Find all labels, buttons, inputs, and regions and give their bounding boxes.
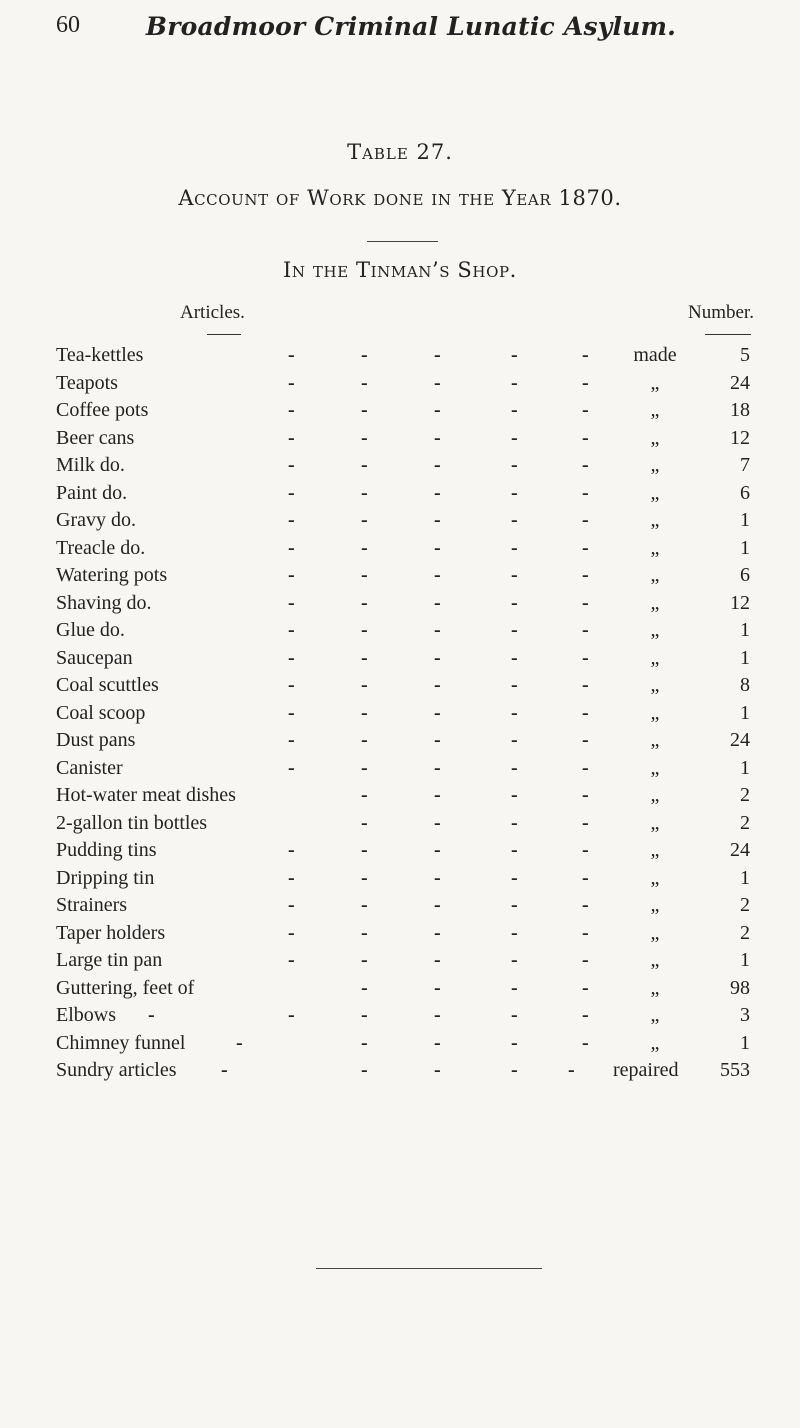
leader-dash: -: [511, 811, 518, 834]
leader-dash: -: [148, 1004, 155, 1026]
leader-dash: -: [434, 619, 441, 641]
table-row: [56, 755, 800, 783]
leader-dash: -: [511, 756, 518, 779]
leader-dash: -: [434, 949, 441, 971]
quantity-qualifier: „: [650, 371, 660, 394]
table-row: [56, 590, 800, 618]
leader-dash: -: [511, 784, 518, 806]
quantity-qualifier: „: [650, 536, 660, 559]
leader-dash: -: [236, 1031, 243, 1054]
table-row: [56, 645, 800, 673]
quantity-qualifier: „: [650, 1031, 660, 1054]
leader-dash: -: [361, 839, 368, 861]
leader-dash: -: [434, 426, 441, 449]
article-name: Strainers: [56, 894, 128, 916]
table-row: [56, 342, 800, 370]
quantity-qualifier: „: [650, 399, 660, 421]
leader-dash: -: [288, 564, 295, 586]
leader-dash: -: [361, 646, 368, 669]
article-count: 1: [740, 756, 750, 779]
leader-dash: -: [582, 509, 589, 531]
article-count: 553: [720, 1059, 750, 1081]
quantity-qualifier: „: [650, 949, 660, 971]
leader-dash: -: [361, 866, 368, 889]
article-count: 1: [740, 949, 750, 971]
leader-dash: -: [511, 619, 518, 641]
leader-dash: -: [511, 509, 518, 531]
leader-dash: -: [511, 1004, 518, 1026]
leader-dash: -: [288, 426, 295, 449]
article-count: 18: [730, 399, 750, 421]
leader-dash: -: [434, 976, 441, 999]
article-name: Tea-kettles: [56, 344, 144, 366]
article-name: Teapots: [56, 371, 118, 394]
article-count: 2: [740, 811, 750, 834]
table-row: [56, 837, 800, 865]
article-count: 12: [730, 426, 750, 449]
article-count: 2: [740, 921, 750, 944]
article-count: 2: [740, 894, 750, 916]
leader-dash: -: [511, 454, 518, 476]
leader-dash: -: [582, 674, 589, 696]
table-row: [56, 507, 800, 535]
leader-dash: -: [434, 866, 441, 889]
table-row: [56, 425, 800, 453]
page-header: [56, 12, 766, 46]
leader-dash: -: [434, 481, 441, 504]
table-row: [56, 535, 800, 563]
leader-dash: -: [434, 921, 441, 944]
leader-dash: -: [511, 729, 518, 751]
article-name: Canister: [56, 756, 123, 779]
leader-dash: -: [361, 399, 368, 421]
leader-dash: -: [511, 536, 518, 559]
article-name: Shaving do.: [56, 591, 152, 614]
leader-dash: -: [288, 756, 295, 779]
article-count: 1: [740, 1031, 750, 1054]
leader-dash: -: [511, 866, 518, 889]
leader-dash: -: [288, 619, 295, 641]
leader-dash: -: [361, 591, 368, 614]
leader-dash: -: [434, 536, 441, 559]
leader-dash: -: [582, 1004, 589, 1026]
quantity-qualifier: „: [650, 921, 660, 944]
leader-dash: -: [582, 536, 589, 559]
leader-dash: -: [582, 701, 589, 724]
leader-dash: -: [288, 674, 295, 696]
leader-dash: -: [511, 564, 518, 586]
leader-dash: -: [582, 619, 589, 641]
quantity-qualifier: repaired: [613, 1059, 679, 1081]
leader-dash: -: [582, 866, 589, 889]
leader-dash: -: [434, 454, 441, 476]
table-row: [56, 1002, 800, 1030]
leader-dash: -: [582, 399, 589, 421]
article-name: Gravy do.: [56, 509, 136, 531]
article-count: 12: [730, 591, 750, 614]
leader-dash: -: [288, 454, 295, 476]
leader-dash: -: [434, 371, 441, 394]
leader-dash: -: [434, 344, 441, 366]
leader-dash: -: [434, 1059, 441, 1081]
number-column-header: Number.: [688, 302, 754, 323]
table-title: Table 27.: [347, 140, 453, 164]
table-row: [56, 727, 800, 755]
leader-dash: -: [361, 976, 368, 999]
leader-dash: -: [582, 1031, 589, 1054]
articles-header-rule: [207, 334, 241, 335]
table-row: [56, 1030, 800, 1058]
leader-dash: -: [434, 1031, 441, 1054]
article-name: Dripping tin: [56, 866, 155, 889]
leader-dash: -: [434, 811, 441, 834]
leader-dash: -: [434, 591, 441, 614]
leader-dash: -: [288, 949, 295, 971]
article-name: Guttering, feet of: [56, 976, 195, 999]
quantity-qualifier: „: [650, 1004, 660, 1026]
leader-dash: -: [361, 619, 368, 641]
leader-dash: -: [568, 1059, 575, 1081]
table-row: [56, 617, 800, 645]
leader-dash: -: [361, 344, 368, 366]
quantity-qualifier: „: [650, 454, 660, 476]
leader-dash: -: [361, 564, 368, 586]
quantity-qualifier: „: [650, 976, 660, 999]
leader-dash: -: [434, 646, 441, 669]
quantity-qualifier: „: [650, 729, 660, 751]
leader-dash: -: [582, 454, 589, 476]
leader-dash: -: [221, 1059, 228, 1081]
quantity-qualifier: „: [650, 811, 660, 834]
leader-dash: -: [361, 784, 368, 806]
leader-dash: -: [361, 894, 368, 916]
table-row: [56, 810, 800, 838]
leader-dash: -: [582, 756, 589, 779]
quantity-qualifier: made: [633, 344, 677, 366]
page-number: 60: [56, 12, 80, 38]
leader-dash: -: [361, 426, 368, 449]
quantity-qualifier: „: [650, 894, 660, 916]
article-count: 8: [740, 674, 750, 696]
article-name: 2-gallon tin bottles: [56, 811, 208, 834]
leader-dash: -: [361, 811, 368, 834]
article-name: Taper holders: [56, 921, 166, 944]
leader-dash: -: [582, 481, 589, 504]
quantity-qualifier: „: [650, 619, 660, 641]
article-count: 7: [740, 454, 750, 476]
leader-dash: -: [511, 839, 518, 861]
article-count: 24: [730, 839, 750, 861]
article-name: Hot-water meat dishes: [56, 784, 236, 806]
quantity-qualifier: „: [650, 509, 660, 531]
shop-title: In the Tinman’s Shop.: [283, 258, 517, 282]
leader-dash: -: [288, 701, 295, 724]
leader-dash: -: [361, 1031, 368, 1054]
article-count: 6: [740, 481, 750, 504]
leader-dash: -: [434, 894, 441, 916]
leader-dash: -: [434, 701, 441, 724]
leader-dash: -: [361, 371, 368, 394]
quantity-qualifier: „: [650, 426, 660, 449]
article-name: Chimney funnel: [56, 1031, 186, 1054]
leader-dash: -: [511, 674, 518, 696]
quantity-qualifier: „: [650, 674, 660, 696]
leader-dash: -: [511, 646, 518, 669]
table-row: [56, 700, 800, 728]
leader-dash: -: [511, 426, 518, 449]
leader-dash: -: [288, 894, 295, 916]
article-count: 5: [740, 344, 750, 366]
article-name: Dust pans: [56, 729, 136, 751]
article-name: Beer cans: [56, 426, 135, 449]
article-name: Pudding tins: [56, 839, 157, 861]
table-row: [56, 562, 800, 590]
leader-dash: -: [288, 866, 295, 889]
leader-dash: -: [361, 756, 368, 779]
article-name: Treacle do.: [56, 536, 146, 559]
leader-dash: -: [361, 949, 368, 971]
article-count: 1: [740, 866, 750, 889]
leader-dash: -: [511, 701, 518, 724]
table-row: [56, 947, 800, 975]
leader-dash: -: [288, 536, 295, 559]
quantity-qualifier: „: [650, 756, 660, 779]
article-name: Saucepan: [56, 646, 133, 669]
leader-dash: -: [434, 756, 441, 779]
leader-dash: -: [511, 344, 518, 366]
leader-dash: -: [434, 1004, 441, 1026]
quantity-qualifier: „: [650, 591, 660, 614]
leader-dash: -: [511, 481, 518, 504]
leader-dash: -: [361, 729, 368, 751]
table-row: [56, 892, 800, 920]
leader-dash: -: [288, 399, 295, 421]
table-row: [56, 397, 800, 425]
leader-dash: -: [582, 729, 589, 751]
leader-dash: -: [361, 921, 368, 944]
leader-dash: -: [582, 894, 589, 916]
leader-dash: -: [361, 1059, 368, 1081]
leader-dash: -: [288, 509, 295, 531]
leader-dash: -: [511, 1059, 518, 1081]
table-row: [56, 672, 800, 700]
leader-dash: -: [288, 729, 295, 751]
table-row: [56, 782, 800, 810]
leader-dash: -: [582, 646, 589, 669]
leader-dash: -: [288, 921, 295, 944]
leader-dash: -: [434, 399, 441, 421]
leader-dash: -: [361, 1004, 368, 1026]
leader-dash: -: [511, 591, 518, 614]
leader-dash: -: [288, 1004, 295, 1026]
article-count: 2: [740, 784, 750, 806]
quantity-qualifier: „: [650, 784, 660, 806]
article-name: Paint do.: [56, 481, 128, 504]
quantity-qualifier: „: [650, 481, 660, 504]
leader-dash: -: [511, 894, 518, 916]
table-row: [56, 370, 800, 398]
article-count: 98: [730, 976, 750, 999]
table-row: [56, 920, 800, 948]
leader-dash: -: [361, 674, 368, 696]
account-title: Account of Work done in the Year 1870.: [178, 186, 622, 210]
article-count: 24: [730, 729, 750, 751]
leader-dash: -: [511, 949, 518, 971]
leader-dash: -: [582, 344, 589, 366]
article-name: Large tin pan: [56, 949, 163, 971]
leader-dash: -: [582, 591, 589, 614]
article-name: Watering pots: [56, 564, 168, 586]
leader-dash: -: [361, 509, 368, 531]
leader-dash: -: [288, 591, 295, 614]
leader-dash: -: [582, 921, 589, 944]
work-account-table: [56, 342, 800, 1086]
table-row: [56, 1057, 800, 1085]
quantity-qualifier: „: [650, 866, 660, 889]
leader-dash: -: [511, 921, 518, 944]
leader-dash: -: [434, 509, 441, 531]
article-count: 1: [740, 619, 750, 641]
article-name: Coal scoop: [56, 701, 146, 724]
table-row: [56, 865, 800, 893]
article-name: Elbows: [56, 1004, 116, 1026]
leader-dash: -: [582, 976, 589, 999]
article-name: Glue do.: [56, 619, 125, 641]
article-count: 3: [740, 1004, 750, 1026]
leader-dash: -: [361, 701, 368, 724]
leader-dash: -: [288, 481, 295, 504]
leader-dash: -: [288, 371, 295, 394]
leader-dash: -: [361, 481, 368, 504]
leader-dash: -: [434, 839, 441, 861]
bottom-divider: [316, 1268, 542, 1269]
quantity-qualifier: „: [650, 701, 660, 724]
article-count: 6: [740, 564, 750, 586]
leader-dash: -: [288, 839, 295, 861]
article-count: 1: [740, 509, 750, 531]
leader-dash: -: [361, 454, 368, 476]
leader-dash: -: [434, 674, 441, 696]
articles-column-header: Articles.: [180, 302, 245, 323]
leader-dash: -: [582, 784, 589, 806]
leader-dash: -: [511, 976, 518, 999]
leader-dash: -: [582, 371, 589, 394]
leader-dash: -: [511, 1031, 518, 1054]
article-name: Milk do.: [56, 454, 125, 476]
leader-dash: -: [582, 426, 589, 449]
article-count: 1: [740, 646, 750, 669]
leader-dash: -: [288, 344, 295, 366]
leader-dash: -: [582, 811, 589, 834]
table-row: [56, 975, 800, 1003]
leader-dash: -: [288, 646, 295, 669]
leader-dash: -: [582, 564, 589, 586]
article-count: 1: [740, 701, 750, 724]
article-count: 1: [740, 536, 750, 559]
article-name: Coffee pots: [56, 399, 149, 421]
quantity-qualifier: „: [650, 646, 660, 669]
table-row: [56, 452, 800, 480]
leader-dash: -: [434, 784, 441, 806]
running-title: Broadmoor Criminal Lunatic Asylum.: [145, 12, 677, 41]
leader-dash: -: [434, 564, 441, 586]
article-count: 24: [730, 371, 750, 394]
title-divider: [367, 241, 438, 242]
leader-dash: -: [361, 536, 368, 559]
leader-dash: -: [511, 399, 518, 421]
table-row: [56, 480, 800, 508]
article-name: Coal scuttles: [56, 674, 159, 696]
leader-dash: -: [511, 371, 518, 394]
quantity-qualifier: „: [650, 839, 660, 861]
leader-dash: -: [434, 729, 441, 751]
leader-dash: -: [582, 949, 589, 971]
article-name: Sundry articles: [56, 1059, 177, 1081]
number-header-rule: [705, 334, 751, 335]
leader-dash: -: [582, 839, 589, 861]
quantity-qualifier: „: [650, 564, 660, 586]
